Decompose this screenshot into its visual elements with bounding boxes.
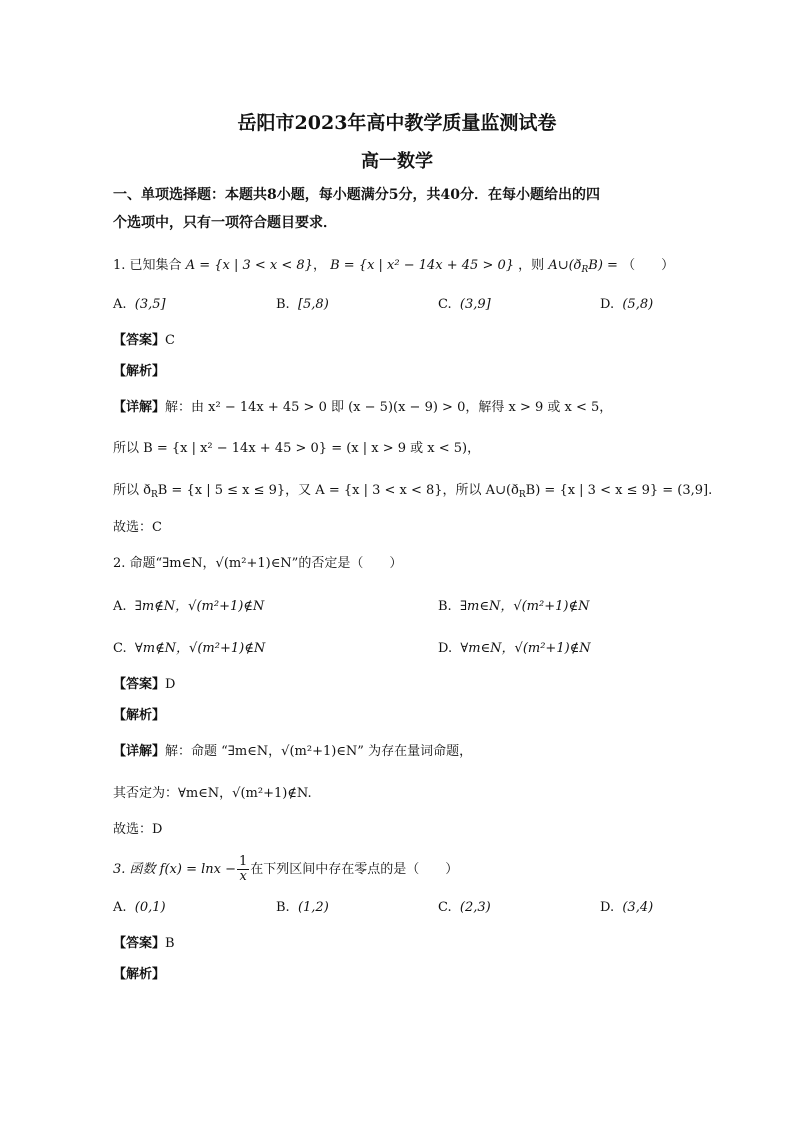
option-value: ∃m∈N，√(m²+1)∉N xyxy=(459,599,590,614)
answer-label: 【答案】 xyxy=(113,936,166,951)
section-heading-line1: 一、单项选择题：本题共8小题，每小题满分5分，共40分．在每小题给出的四 xyxy=(113,187,600,203)
q2-analysis-label: 【解析】 xyxy=(113,708,166,723)
detail-text-b: B = {x | 5 ≤ x ≤ 9}，又 A = {x | 3 < x < 8}，所以 A∪(ð xyxy=(157,483,519,498)
option-label: D. xyxy=(600,900,615,915)
option-value: (1,2) xyxy=(297,900,329,915)
page-subtitle: 高一数学 xyxy=(361,151,433,172)
detail-label: 【详解】 xyxy=(113,400,166,415)
option-label: B. xyxy=(276,900,290,915)
q3-answer xyxy=(113,934,175,954)
q1-option-d[interactable] xyxy=(600,295,653,315)
q1-option-b[interactable] xyxy=(276,295,329,315)
q1-expr xyxy=(548,258,618,273)
option-label: C. xyxy=(438,900,452,915)
q1-stem-prefix: 1. 已知集合 xyxy=(113,258,182,273)
q2-stem: 2. 命题“∃m∈N，√(m²+1)∈N”的否定是（ ） xyxy=(113,556,403,571)
detail-text: 解：由 x² − 14x + 45 > 0 即 (x − 5)(x − 9) > 0，解得 x > 9 或 x < 5， xyxy=(165,400,613,415)
q2-option-a[interactable] xyxy=(113,597,264,617)
q3-option-d[interactable] xyxy=(600,898,653,918)
q1-stem: 1. 已知集合 A = {x | 3 < x < 8}， B = {x | x² − 14x + 45 > 0} ，则 $A\cup(ð_RB)$ = （ ） xyxy=(113,258,675,275)
option-value: (0,1) xyxy=(134,900,166,915)
q1-answer xyxy=(113,331,175,351)
q1-detail-2: 所以 B = {x | x² − 14x + 45 > 0} = (x | x > 9 或 x < 5)， xyxy=(113,441,481,456)
q1-analysis-label: 【解析】 xyxy=(113,364,166,379)
option-value: ∃m∉N，√(m²+1)∉N xyxy=(134,599,265,614)
option-label: A. xyxy=(113,297,127,312)
option-label: C. xyxy=(438,297,452,312)
option-label: C. xyxy=(113,641,127,656)
option-label: D. xyxy=(438,641,453,656)
option-value: (3,5] xyxy=(134,297,166,312)
detail-label: 【详解】 xyxy=(113,744,166,759)
q2-detail-1 xyxy=(113,742,472,762)
option-value: (3,4) xyxy=(622,900,654,915)
option-value: (5,8) xyxy=(622,297,654,312)
option-label: A. xyxy=(113,900,127,915)
answer-label: 【答案】 xyxy=(113,333,166,348)
q1-set-a: A = {x | 3 < x < 8} xyxy=(185,258,313,273)
detail-text-c: B) = {x | 3 < x ≤ 9} = (3,9]. xyxy=(525,483,713,498)
q3-option-c[interactable] xyxy=(438,898,491,918)
q1-option-a[interactable] xyxy=(113,295,166,315)
q1-expr-sub: R xyxy=(581,265,589,275)
q2-option-c[interactable] xyxy=(113,639,265,659)
q2-option-b[interactable] xyxy=(438,597,589,617)
q3-stem-function: 3. 函数 f(x) = lnx − xyxy=(113,862,236,877)
q2-detail-2: 其否定为：∀m∈N，√(m²+1)∉N. xyxy=(113,786,312,801)
answer-value: B xyxy=(165,936,175,951)
option-label: B. xyxy=(438,599,452,614)
page-title: 岳阳市2023年高中教学质量监测试卷 xyxy=(237,112,557,134)
q3-stem-rest: 在下列区间中存在零点的是（ ） xyxy=(250,862,459,877)
q1-expr-end: B) = xyxy=(588,258,618,273)
q2-choose: 故选：D xyxy=(113,822,163,837)
q1-stem-then: ，则 xyxy=(518,258,545,273)
answer-label: 【答案】 xyxy=(113,677,166,692)
q3-analysis-label: 【解析】 xyxy=(113,967,166,982)
q1-detail-3 xyxy=(113,481,712,502)
answer-value: C xyxy=(165,333,175,348)
q3-stem xyxy=(113,855,458,884)
q1-option-c[interactable] xyxy=(438,295,491,315)
detail-sub: R xyxy=(150,490,158,500)
q1-choose: 故选：C xyxy=(113,520,162,535)
fraction-denominator: x xyxy=(239,869,247,884)
q3-fraction xyxy=(237,855,249,884)
fraction-numerator: 1 xyxy=(239,854,248,869)
option-label: D. xyxy=(600,297,615,312)
detail-text: 所以 ð xyxy=(113,483,151,498)
answer-value: D xyxy=(165,677,176,692)
option-value: (3,9] xyxy=(459,297,491,312)
option-label: B. xyxy=(276,297,290,312)
detail-text: 解：命题 “∃m∈N，√(m²+1)∈N” 为存在量词命题， xyxy=(165,744,473,759)
option-value: ∀m∉N，√(m²+1)∉N xyxy=(134,641,266,656)
q3-option-a[interactable] xyxy=(113,898,166,918)
option-value: ∀m∈N，√(m²+1)∉N xyxy=(460,641,591,656)
q1-paren: （ ） xyxy=(622,258,675,273)
option-label: A. xyxy=(113,599,127,614)
q1-detail-1 xyxy=(113,398,612,418)
option-value: [5,8) xyxy=(297,297,329,312)
option-value: (2,3) xyxy=(459,900,491,915)
detail-sub-2: R xyxy=(518,490,526,500)
q1-set-b: B = {x | x² − 14x + 45 > 0} xyxy=(330,258,515,273)
q1-expr-main: A∪(ð xyxy=(548,258,582,273)
q2-answer xyxy=(113,675,175,695)
section-heading-line2: 个选项中，只有一项符合题目要求． xyxy=(113,215,337,231)
q2-option-d[interactable] xyxy=(438,639,591,659)
q3-option-b[interactable] xyxy=(276,898,329,918)
